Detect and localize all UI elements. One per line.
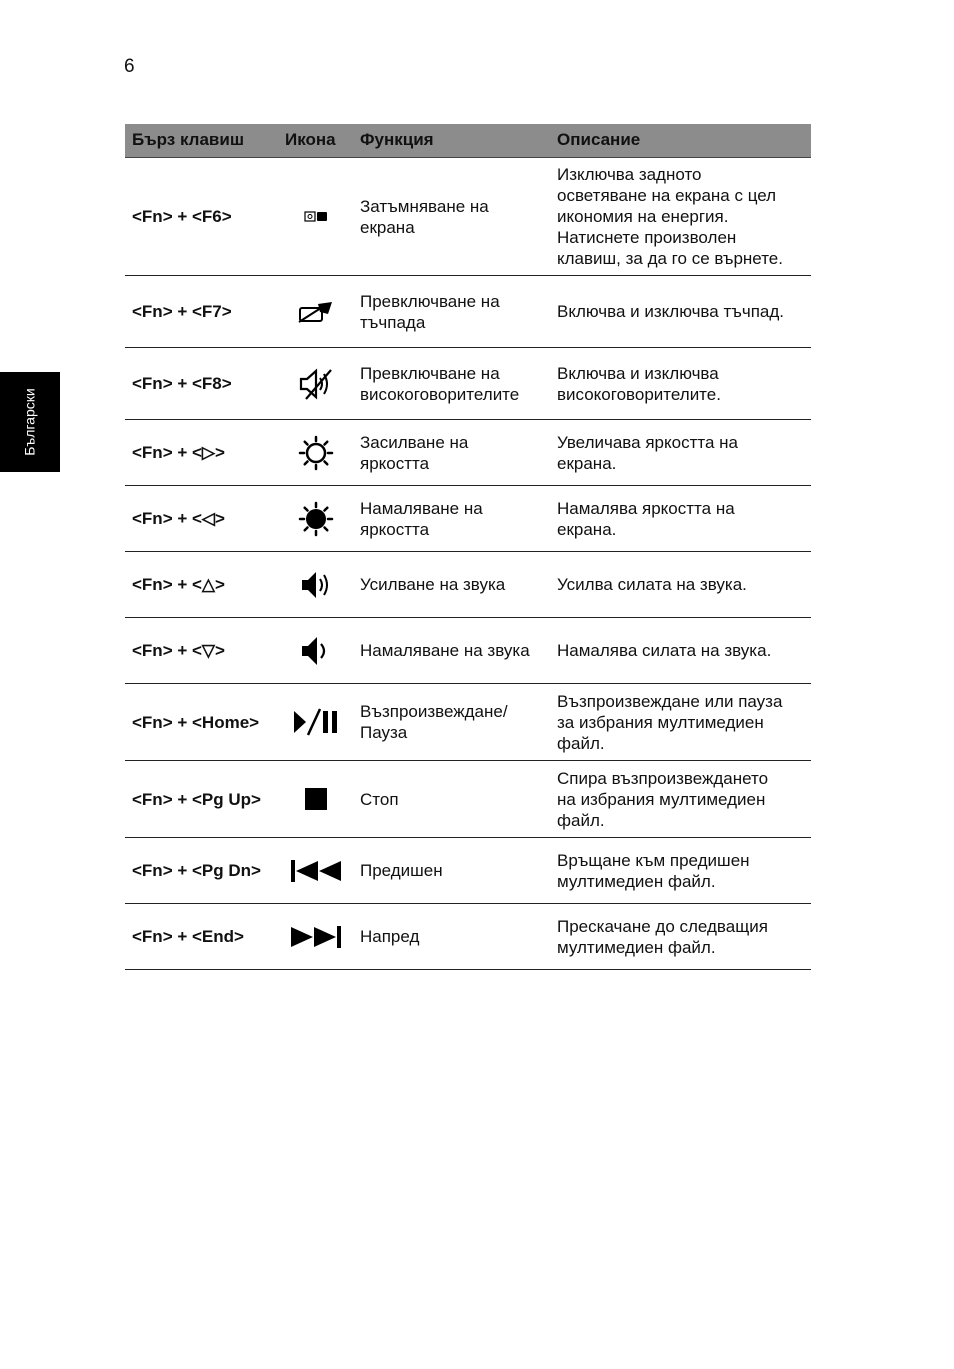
next-track-icon — [290, 925, 342, 949]
description-text: Включва и изключва високоговорителите. — [557, 363, 721, 404]
description-text: Намалява силата на звука. — [557, 641, 772, 660]
brightness-up-icon — [298, 435, 334, 471]
header-icon: Икона — [285, 130, 336, 149]
hotkey-label: <Fn> + <F6> — [132, 207, 232, 226]
display-off-icon — [304, 210, 328, 224]
hotkey-label: <Fn> + <◁> — [132, 509, 225, 528]
function-label: Засилване на яркостта — [360, 432, 469, 473]
volume-up-icon — [300, 570, 332, 600]
description-text: Усилва силата на звука. — [557, 575, 747, 594]
table-row — [125, 838, 811, 904]
hotkey-label: <Fn> + <Pg Up> — [132, 789, 261, 809]
function-label: Превключване на високоговорителите — [360, 363, 520, 404]
table-row — [125, 761, 811, 838]
hotkey-label: <Fn> + <▽> — [132, 641, 225, 660]
touchpad-toggle-icon — [298, 300, 334, 324]
function-label: Възпроизвеждане/ Пауза — [360, 702, 508, 742]
description-text: Изключва задното осветяване на екрана с цел икономия на енергия. Натиснете произволен клавиш, за да го се върнете. — [557, 165, 783, 268]
function-label: Намаляване на яркостта — [360, 498, 483, 539]
table-row — [125, 276, 811, 348]
header-description: Описание — [557, 130, 641, 149]
description-text: Намалява яркостта на екрана. — [557, 498, 735, 539]
volume-down-icon — [300, 635, 332, 667]
stop-icon — [304, 787, 328, 811]
table-row — [125, 904, 811, 970]
header-function: Функция — [360, 130, 434, 149]
page-number: 6 — [124, 56, 135, 77]
description-text: Прескачане до следващия мултимедиен файл. — [557, 916, 768, 957]
header-key: Бърз клавиш — [132, 130, 244, 149]
brightness-down-icon — [298, 501, 334, 537]
description-text: Увеличава яркостта на екрана. — [557, 432, 738, 473]
table-row — [125, 420, 811, 486]
play-pause-icon — [292, 707, 340, 737]
function-label: Затъмняване на екрана — [360, 196, 489, 237]
table-header — [125, 124, 811, 158]
function-label: Усилване на звука — [360, 575, 506, 594]
table-row — [125, 684, 811, 761]
hotkey-label: <Fn> + <F8> — [132, 374, 232, 393]
hotkey-label: <Fn> + <End> — [132, 927, 244, 946]
speaker-mute-icon — [298, 368, 334, 400]
function-label: Намаляване на звука — [360, 641, 530, 660]
function-label: Превключване на тъчпада — [360, 291, 500, 332]
language-side-tab — [0, 372, 60, 472]
description-text: Възпроизвеждане или пауза за избрания мултимедиен файл. — [557, 691, 783, 753]
language-label: Български — [22, 388, 38, 456]
function-label: Напред — [360, 927, 420, 946]
table-row — [125, 618, 811, 684]
hotkey-label: <Fn> + <▷> — [132, 443, 225, 462]
hotkey-label: <Fn> + <Home> — [132, 712, 260, 732]
hotkey-label: <Fn> + <△> — [132, 575, 225, 594]
previous-track-icon — [290, 859, 342, 883]
description-text: Включва и изключва тъчпад. — [557, 302, 785, 321]
description-text: Връщане към предишен мултимедиен файл. — [557, 850, 750, 891]
function-label: Предишен — [360, 861, 443, 880]
function-label: Стоп — [360, 789, 399, 809]
table-row — [125, 552, 811, 618]
table-row — [125, 348, 811, 420]
description-text: Спира възпроизвеждането на избрания мултимедиен файл. — [557, 768, 769, 830]
hotkey-table — [125, 124, 811, 970]
hotkey-label: <Fn> + <F7> — [132, 302, 232, 321]
table-row — [125, 158, 811, 276]
hotkey-label: <Fn> + <Pg Dn> — [132, 861, 261, 880]
table-row — [125, 486, 811, 552]
